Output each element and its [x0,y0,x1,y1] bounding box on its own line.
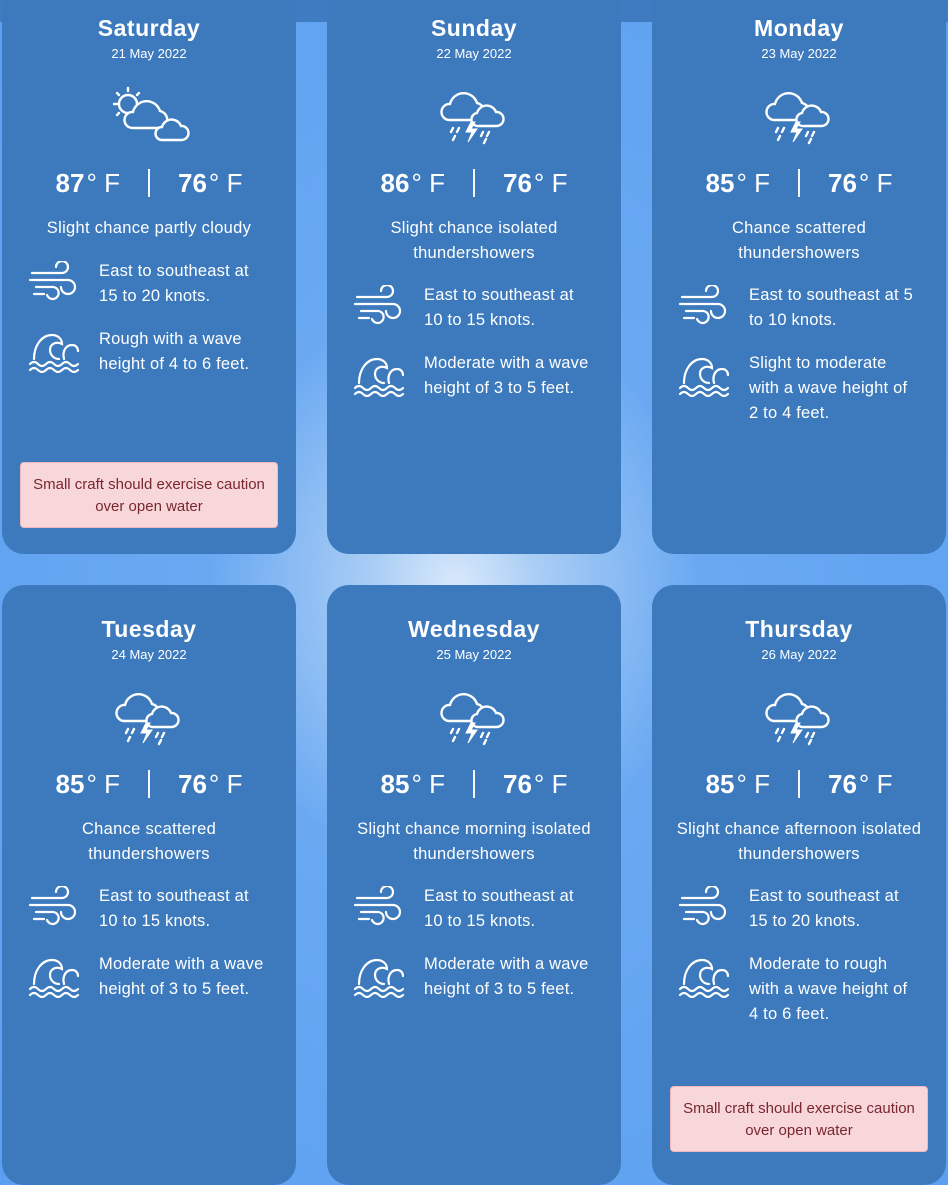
wave-icon [28,327,80,373]
wind-text: East to southeast at 15 to 20 knots. [749,887,899,930]
wind-icon [678,283,730,325]
high-temp: 85 [705,167,735,198]
wave-icon [678,952,730,998]
degree-symbol: ° [533,768,545,799]
unit: F [876,768,893,799]
divider [473,770,475,798]
degree-symbol: ° [86,167,97,198]
thundershower-icon [764,685,834,747]
degree-symbol: ° [858,167,870,198]
degree-symbol: ° [736,167,747,198]
high-temp: 85 [55,768,85,799]
unit: F [551,167,568,198]
wave-icon [353,351,405,397]
forecast-description: Slight chance partly cloudy [46,219,252,237]
small-craft-alert: Small craft should exercise caution over open water [20,462,278,528]
degree-symbol: ° [411,768,422,799]
sea-text: Slight to moderate with a wave height of 2 to 4 feet. [749,354,908,422]
wave-icon [678,351,730,397]
forecast-description: Slight chance afternoon isolated thundershowers [676,820,922,863]
wind-text: East to southeast at 10 to 15 knots. [99,887,249,930]
low-temp: 76 [178,768,207,799]
date: 25 May 2022 [436,647,512,662]
forecast-card-tuesday [2,585,296,1185]
thundershower-icon [764,84,834,146]
unit: F [429,167,445,198]
thundershower-icon [114,685,184,747]
low-temp: 76 [503,768,532,799]
forecast-card-monday [652,0,946,554]
temperature-range [327,767,621,801]
divider [798,169,800,197]
degree-symbol: ° [533,167,545,198]
date: 21 May 2022 [111,46,187,61]
thundershower-icon [439,685,509,747]
wave-icon [28,952,80,998]
unit: F [551,768,568,799]
divider [473,169,475,197]
high-temp: 85 [705,768,735,799]
wave-icon [353,952,405,998]
forecast-description: Slight chance isolated thundershowers [390,219,558,262]
date: 23 May 2022 [761,46,837,61]
degree-symbol: ° [208,167,220,198]
unit: F [226,167,243,198]
wind-icon [678,884,730,926]
wind-text: East to southeast at 10 to 15 knots. [424,887,574,930]
day-name: Wednesday [408,616,540,642]
degree-symbol: ° [736,768,747,799]
low-temp: 76 [178,167,207,198]
degree-symbol: ° [411,167,422,198]
forecast-description: Chance scattered thundershowers [81,820,217,863]
high-temp: 87 [55,167,85,198]
unit: F [876,167,893,198]
small-craft-alert: Small craft should exercise caution over open water [670,1086,928,1152]
degree-symbol: ° [208,768,220,799]
day-name: Saturday [97,15,201,41]
wind-text: East to southeast at 5 to 10 knots. [749,286,914,329]
wind-text: East to southeast at 15 to 20 knots. [99,261,249,305]
wind-text: East to southeast at 10 to 15 knots. [424,286,574,329]
degree-symbol: ° [858,768,870,799]
temperature-range [2,767,296,801]
wind-icon [353,884,405,926]
forecast-card-sunday [327,0,621,554]
partly-cloudy-icon [104,84,194,146]
temperature-range [327,166,621,200]
forecast-description: Chance scattered thundershowers [731,219,867,262]
sea-text: Moderate to rough with a wave height of 4 to 6 feet. [749,955,908,1023]
temperature-range [2,166,296,200]
low-temp: 76 [828,167,857,198]
wind-icon [353,283,405,325]
forecast-card-saturday [2,0,296,554]
forecast-card-thursday [652,585,946,1185]
degree-symbol: ° [86,768,97,799]
divider [148,770,150,798]
forecast-description: Slight chance morning isolated thundershowers [357,820,591,863]
low-temp: 76 [503,167,532,198]
unit: F [754,167,770,198]
high-temp: 86 [380,167,410,198]
unit: F [429,768,445,799]
unit: F [104,167,120,198]
forecast-card-wednesday [327,585,621,1185]
unit: F [226,768,243,799]
sea-text: Moderate with a wave height of 3 to 5 feet. [424,955,589,998]
temperature-range [652,166,946,200]
day-name: Thursday [745,616,853,642]
day-name: Monday [754,15,844,41]
temperature-range [652,767,946,801]
date: 24 May 2022 [111,647,187,662]
date: 26 May 2022 [761,647,837,662]
sea-text: Moderate with a wave height of 3 to 5 feet. [99,955,264,998]
wind-icon [28,259,80,301]
sea-text: Moderate with a wave height of 3 to 5 feet. [424,354,589,397]
divider [798,770,800,798]
high-temp: 85 [380,768,410,799]
date: 22 May 2022 [436,46,512,61]
wind-icon [28,884,80,926]
unit: F [754,768,770,799]
low-temp: 76 [828,768,857,799]
unit: F [104,768,120,799]
divider [148,169,150,197]
day-name: Tuesday [101,616,197,642]
day-name: Sunday [430,15,518,41]
sea-text: Rough with a wave height of 4 to 6 feet. [99,329,250,373]
thundershower-icon [439,84,509,146]
